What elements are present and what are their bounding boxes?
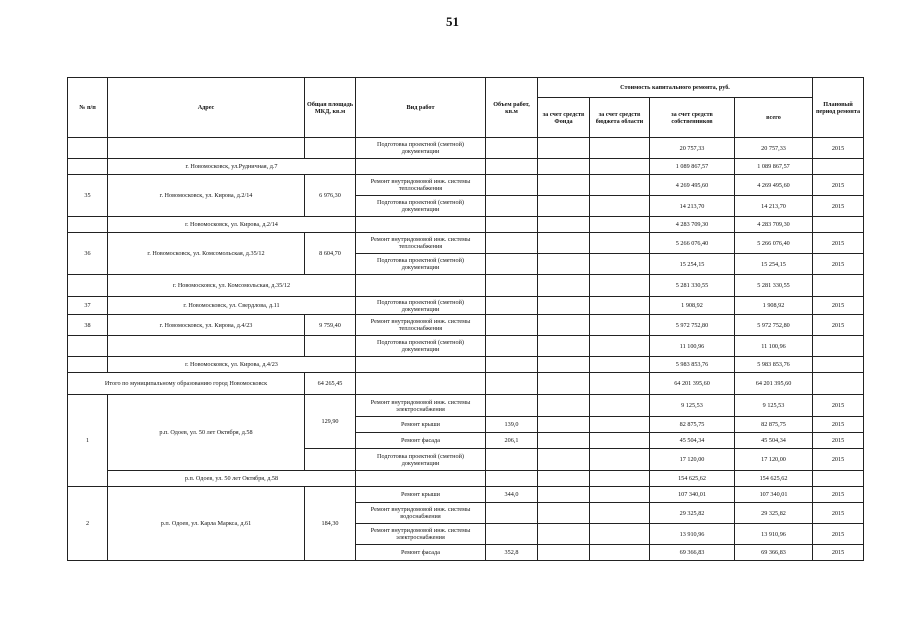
period-cell: 2015 — [813, 196, 864, 217]
area-cell: 64 265,45 — [305, 373, 356, 395]
work-cell: Подготовка проектной (сметной) документации — [356, 449, 486, 471]
subtotal-label: г. Новомосковск, ул. Кирова, д.4/23 — [108, 357, 356, 373]
header-total: всего — [735, 98, 813, 138]
grand-total-label: Итого по муниципальному образованию город Новомосковск — [68, 373, 305, 395]
total-cell: 69 366,83 — [735, 545, 813, 561]
table-row — [68, 297, 864, 315]
total-cell: 20 757,33 — [735, 138, 813, 159]
work-cell: Подготовка проектной (сметной) документации — [356, 138, 486, 159]
period-cell: 2015 — [813, 417, 864, 433]
owners-cell: 17 120,00 — [650, 449, 735, 471]
address-cell: г. Новомосковск, ул. Комсомольская, д.35/12 — [108, 233, 305, 275]
total-cell: 107 340,01 — [735, 487, 813, 503]
total-cell: 15 254,15 — [735, 254, 813, 275]
period-cell: 2015 — [813, 503, 864, 524]
work-cell: Подготовка проектной (сметной) документации — [356, 254, 486, 275]
row-number: 38 — [68, 315, 108, 336]
owners-cell: 20 757,33 — [650, 138, 735, 159]
table-row — [68, 395, 864, 417]
total-cell: 4 283 709,30 — [735, 217, 813, 233]
subtotal-row — [68, 471, 864, 487]
row-number: 37 — [68, 297, 108, 315]
owners-cell: 5 266 076,40 — [650, 233, 735, 254]
row-number: 1 — [68, 395, 108, 487]
area-cell: 8 604,70 — [305, 233, 356, 275]
header-owners: за счет средств собственников — [650, 98, 735, 138]
total-cell: 64 201 395,60 — [735, 373, 813, 395]
work-cell: Ремонт крыши — [356, 417, 486, 433]
subtotal-label: г. Новомосковск, ул.Рудничная, д.7 — [108, 159, 356, 175]
total-cell: 5 281 330,55 — [735, 275, 813, 297]
owners-cell: 29 325,82 — [650, 503, 735, 524]
address-cell: г. Новомосковск, ул. Кирова, д.2/14 — [108, 175, 305, 217]
period-cell: 2015 — [813, 395, 864, 417]
work-cell: Ремонт фасада — [356, 433, 486, 449]
total-cell: 5 972 752,80 — [735, 315, 813, 336]
period-cell: 2015 — [813, 524, 864, 545]
page-number: 51 — [446, 14, 459, 29]
work-cell: Подготовка проектной (сметной) документации — [356, 297, 486, 315]
address-cell: р.п. Одоев, ул. Карла Маркса, д.61 — [108, 487, 305, 561]
volume-cell: 206,1 — [486, 433, 538, 449]
owners-cell: 4 269 495,60 — [650, 175, 735, 196]
header-work-type: Вид работ — [356, 78, 486, 138]
work-cell: Ремонт крыши — [356, 487, 486, 503]
owners-cell: 13 910,96 — [650, 524, 735, 545]
work-cell: Ремонт внутридомовой инж. системы теплоснабжения — [356, 315, 486, 336]
period-cell: 2015 — [813, 449, 864, 471]
owners-cell: 1 908,92 — [650, 297, 735, 315]
owners-cell: 69 366,83 — [650, 545, 735, 561]
period-cell: 2015 — [813, 487, 864, 503]
total-cell: 5 983 853,76 — [735, 357, 813, 373]
capital-repair-table — [67, 77, 864, 561]
address-cell: р.п. Одоев, ул. 50 лет Октября, д.58 — [108, 395, 305, 471]
address-cell: г. Новомосковск, ул. Кирова, д.4/23 — [108, 315, 305, 336]
work-cell: Ремонт внутридомовой инж. системы теплоснабжения — [356, 233, 486, 254]
owners-cell: 5 281 330,55 — [650, 275, 735, 297]
period-cell: 2015 — [813, 315, 864, 336]
subtotal-label: р.п. Одоев, ул. 50 лет Октября, д.58 — [108, 471, 356, 487]
work-cell: Подготовка проектной (сметной) документации — [356, 196, 486, 217]
area-cell: 184,30 — [305, 487, 356, 561]
total-cell: 1 089 867,57 — [735, 159, 813, 175]
row-number: 36 — [68, 233, 108, 275]
period-cell: 2015 — [813, 138, 864, 159]
owners-cell: 5 972 752,80 — [650, 315, 735, 336]
period-cell: 2015 — [813, 545, 864, 561]
owners-cell: 45 504,34 — [650, 433, 735, 449]
total-cell: 45 504,34 — [735, 433, 813, 449]
row-number: 35 — [68, 175, 108, 217]
owners-cell: 14 213,70 — [650, 196, 735, 217]
area-cell: 9 759,40 — [305, 315, 356, 336]
header-num: № п/п — [68, 78, 108, 138]
volume-cell: 352,8 — [486, 545, 538, 561]
total-cell: 82 875,75 — [735, 417, 813, 433]
owners-cell: 1 089 867,57 — [650, 159, 735, 175]
total-cell: 29 325,82 — [735, 503, 813, 524]
period-cell: 2015 — [813, 433, 864, 449]
owners-cell: 11 100,96 — [650, 336, 735, 357]
total-cell: 1 908,92 — [735, 297, 813, 315]
table-row — [68, 336, 864, 357]
subtotal-label: г. Новомосковск, ул. Комсомольская, д.35/12 — [108, 275, 356, 297]
header-area: Общая площадь МКД, кв.м — [305, 78, 356, 138]
total-cell: 9 125,53 — [735, 395, 813, 417]
area-cell: 129,90 — [305, 395, 356, 449]
volume-cell: 139,0 — [486, 417, 538, 433]
header-volume: Объем работ, кв.м — [486, 78, 538, 138]
period-cell: 2015 — [813, 254, 864, 275]
table-row — [68, 138, 864, 159]
table-row — [68, 487, 864, 503]
total-cell: 154 625,62 — [735, 471, 813, 487]
volume-cell: 344,0 — [486, 487, 538, 503]
subtotal-label: г. Новомосковск, ул. Кирова, д.2/14 — [108, 217, 356, 233]
owners-cell: 154 625,62 — [650, 471, 735, 487]
work-cell: Ремонт фасада — [356, 545, 486, 561]
owners-cell: 5 983 853,76 — [650, 357, 735, 373]
header-budget: за счет средств бюджета области — [590, 98, 650, 138]
subtotal-row — [68, 275, 864, 297]
area-cell: 6 976,30 — [305, 175, 356, 217]
table-row — [68, 175, 864, 196]
subtotal-row — [68, 217, 864, 233]
total-cell: 4 269 495,60 — [735, 175, 813, 196]
work-cell: Ремонт внутридомовой инж. системы электроснабжения — [356, 395, 486, 417]
period-cell: 2015 — [813, 233, 864, 254]
header-cost-group: Стоимость капитального ремонта, руб. — [538, 78, 813, 98]
owners-cell: 4 283 709,30 — [650, 217, 735, 233]
owners-cell: 82 875,75 — [650, 417, 735, 433]
period-cell: 2015 — [813, 175, 864, 196]
work-cell: Ремонт внутридомовой инж. системы теплоснабжения — [356, 175, 486, 196]
address-cell: г. Новомосковск, ул. Свердлова, д.11 — [108, 297, 356, 315]
total-cell: 5 266 076,40 — [735, 233, 813, 254]
header-period: Плановый период ремонта — [813, 78, 864, 138]
owners-cell: 64 201 395,60 — [650, 373, 735, 395]
table-row — [68, 233, 864, 254]
total-cell: 17 120,00 — [735, 449, 813, 471]
owners-cell: 9 125,53 — [650, 395, 735, 417]
grand-total-row — [68, 373, 864, 395]
work-cell: Ремонт внутридомовой инж. системы электроснабжения — [356, 524, 486, 545]
table-row — [68, 315, 864, 336]
subtotal-row — [68, 159, 864, 175]
header-fund: за счет средств Фонда — [538, 98, 590, 138]
subtotal-row — [68, 357, 864, 373]
owners-cell: 15 254,15 — [650, 254, 735, 275]
owners-cell: 107 340,01 — [650, 487, 735, 503]
header-address: Адрес — [108, 78, 305, 138]
period-cell: 2015 — [813, 297, 864, 315]
total-cell: 11 100,96 — [735, 336, 813, 357]
total-cell: 13 910,96 — [735, 524, 813, 545]
work-cell: Ремонт внутридомовой инж. системы водоснабжения — [356, 503, 486, 524]
row-number: 2 — [68, 487, 108, 561]
total-cell: 14 213,70 — [735, 196, 813, 217]
work-cell: Подготовка проектной (сметной) документации — [356, 336, 486, 357]
